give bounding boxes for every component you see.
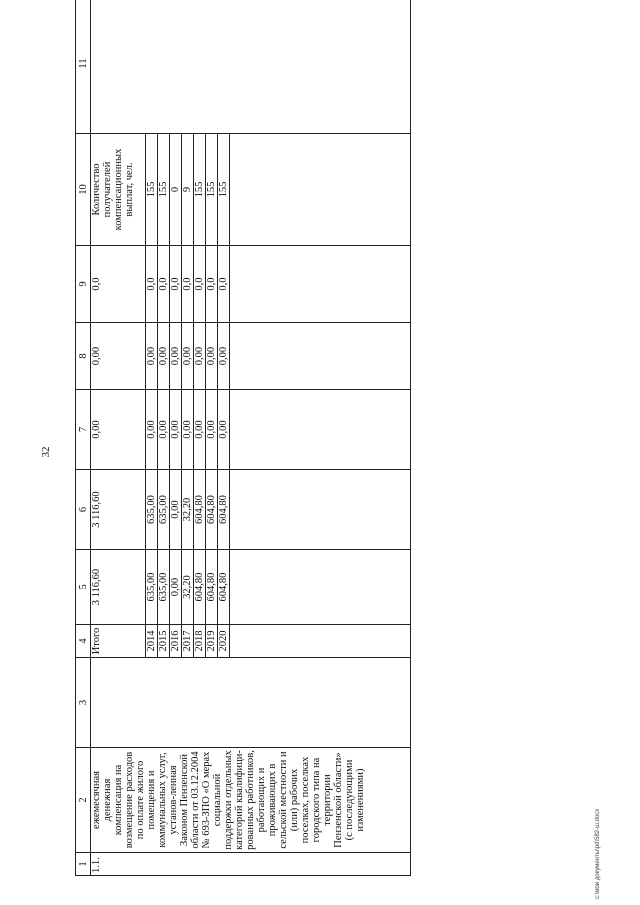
value-cell: 155: [194, 134, 206, 246]
value-cell: 635,00: [158, 550, 170, 625]
value-cell: 0,0: [158, 246, 170, 323]
empty-cell: [91, 658, 411, 748]
header-cell: 8: [76, 323, 91, 390]
value-cell: 0,00: [170, 550, 182, 625]
measure-description: ежемесячная денежная компенсация на возмещение расходов по оплате жилого помещения и коммунальных услуг, установ-ленная Законом Пензенской области от 03.12.2004 № 693-ЗПО «О мерах социальной поддержки отдельных категорий квалифици-рованных работников, работающих и проживающих в сельской местности и (или) рабочих поселках, поселках городского типа на территории Пензенской области» (с последующими изменениями): [91, 748, 411, 853]
value-cell: 155: [218, 134, 230, 246]
header-cell: 10: [76, 134, 91, 246]
value-cell: 0,00: [218, 323, 230, 390]
header-cell: 6: [76, 470, 91, 550]
program-table: [75, 0, 411, 876]
total-label: Итого: [91, 625, 146, 658]
recipients-header: Количество получателей компенсационных выплат, чел.: [91, 134, 146, 246]
value-cell: 604,80: [218, 550, 230, 625]
value-cell: 0,00: [218, 390, 230, 470]
empty-cell: [230, 246, 411, 323]
header-row: [76, 0, 91, 876]
value-cell: 604,80: [206, 550, 218, 625]
value-cell: 0,00: [206, 323, 218, 390]
value-cell: 0,0: [194, 246, 206, 323]
total-c6: 3 116,60: [91, 470, 146, 550]
page-number: 32: [40, 446, 52, 458]
header-cell: 9: [76, 246, 91, 323]
header-cell: 1: [76, 853, 91, 876]
year-cell: 2015: [158, 625, 170, 658]
value-cell: 0,0: [182, 246, 194, 323]
value-cell: 604,80: [194, 470, 206, 550]
value-cell: 0,00: [206, 390, 218, 470]
value-cell: 0,00: [194, 390, 206, 470]
value-cell: 0,00: [170, 323, 182, 390]
total-row: [91, 0, 146, 876]
value-cell: 0,0: [218, 246, 230, 323]
value-cell: 604,80: [218, 470, 230, 550]
value-cell: 635,00: [146, 470, 158, 550]
empty-cell: [230, 625, 411, 658]
value-cell: 0: [170, 134, 182, 246]
value-cell: 0,0: [170, 246, 182, 323]
value-cell: 0,0: [146, 246, 158, 323]
year-cell: 2018: [194, 625, 206, 658]
value-cell: 604,80: [206, 470, 218, 550]
value-cell: 0,00: [146, 390, 158, 470]
value-cell: 0,00: [194, 323, 206, 390]
value-cell: 0,00: [158, 323, 170, 390]
header-cell: 5: [76, 550, 91, 625]
value-cell: 0,00: [146, 323, 158, 390]
empty-cell: [230, 390, 411, 470]
header-cell: 3: [76, 658, 91, 748]
year-cell: 2017: [182, 625, 194, 658]
value-cell: 155: [206, 134, 218, 246]
value-cell: 604,80: [194, 550, 206, 625]
value-cell: 0,00: [170, 470, 182, 550]
total-c5: 3 116,60: [91, 550, 146, 625]
row-number: 1.1.: [91, 853, 411, 876]
year-cell: 2016: [170, 625, 182, 658]
total-c9: 0,0: [91, 246, 146, 323]
value-cell: 32,20: [182, 550, 194, 625]
value-cell: 0,00: [182, 390, 194, 470]
year-cell: 2020: [218, 625, 230, 658]
value-cell: 9: [182, 134, 194, 246]
header-cell: 7: [76, 390, 91, 470]
value-cell: 0,00: [170, 390, 182, 470]
value-cell: 155: [158, 134, 170, 246]
total-c7: 0,00: [91, 390, 146, 470]
total-c8: 0,00: [91, 323, 146, 390]
empty-cell: [91, 0, 411, 134]
value-cell: 0,00: [182, 323, 194, 390]
rotated-table-container: [75, 30, 595, 876]
value-cell: 635,00: [146, 550, 158, 625]
header-cell: 4: [76, 625, 91, 658]
header-cell: 11: [76, 0, 91, 134]
file-path-footer: c:\мои документы\pd\582-ш.docx: [595, 808, 601, 899]
value-cell: 635,00: [158, 470, 170, 550]
year-cell: 2014: [146, 625, 158, 658]
header-cell: 2: [76, 748, 91, 853]
empty-cell: [230, 550, 411, 625]
value-cell: 0,0: [206, 246, 218, 323]
value-cell: 155: [146, 134, 158, 246]
empty-cell: [230, 470, 411, 550]
value-cell: 0,00: [158, 390, 170, 470]
empty-cell: [230, 134, 411, 246]
empty-cell: [230, 323, 411, 390]
value-cell: 32,20: [182, 470, 194, 550]
year-cell: 2019: [206, 625, 218, 658]
